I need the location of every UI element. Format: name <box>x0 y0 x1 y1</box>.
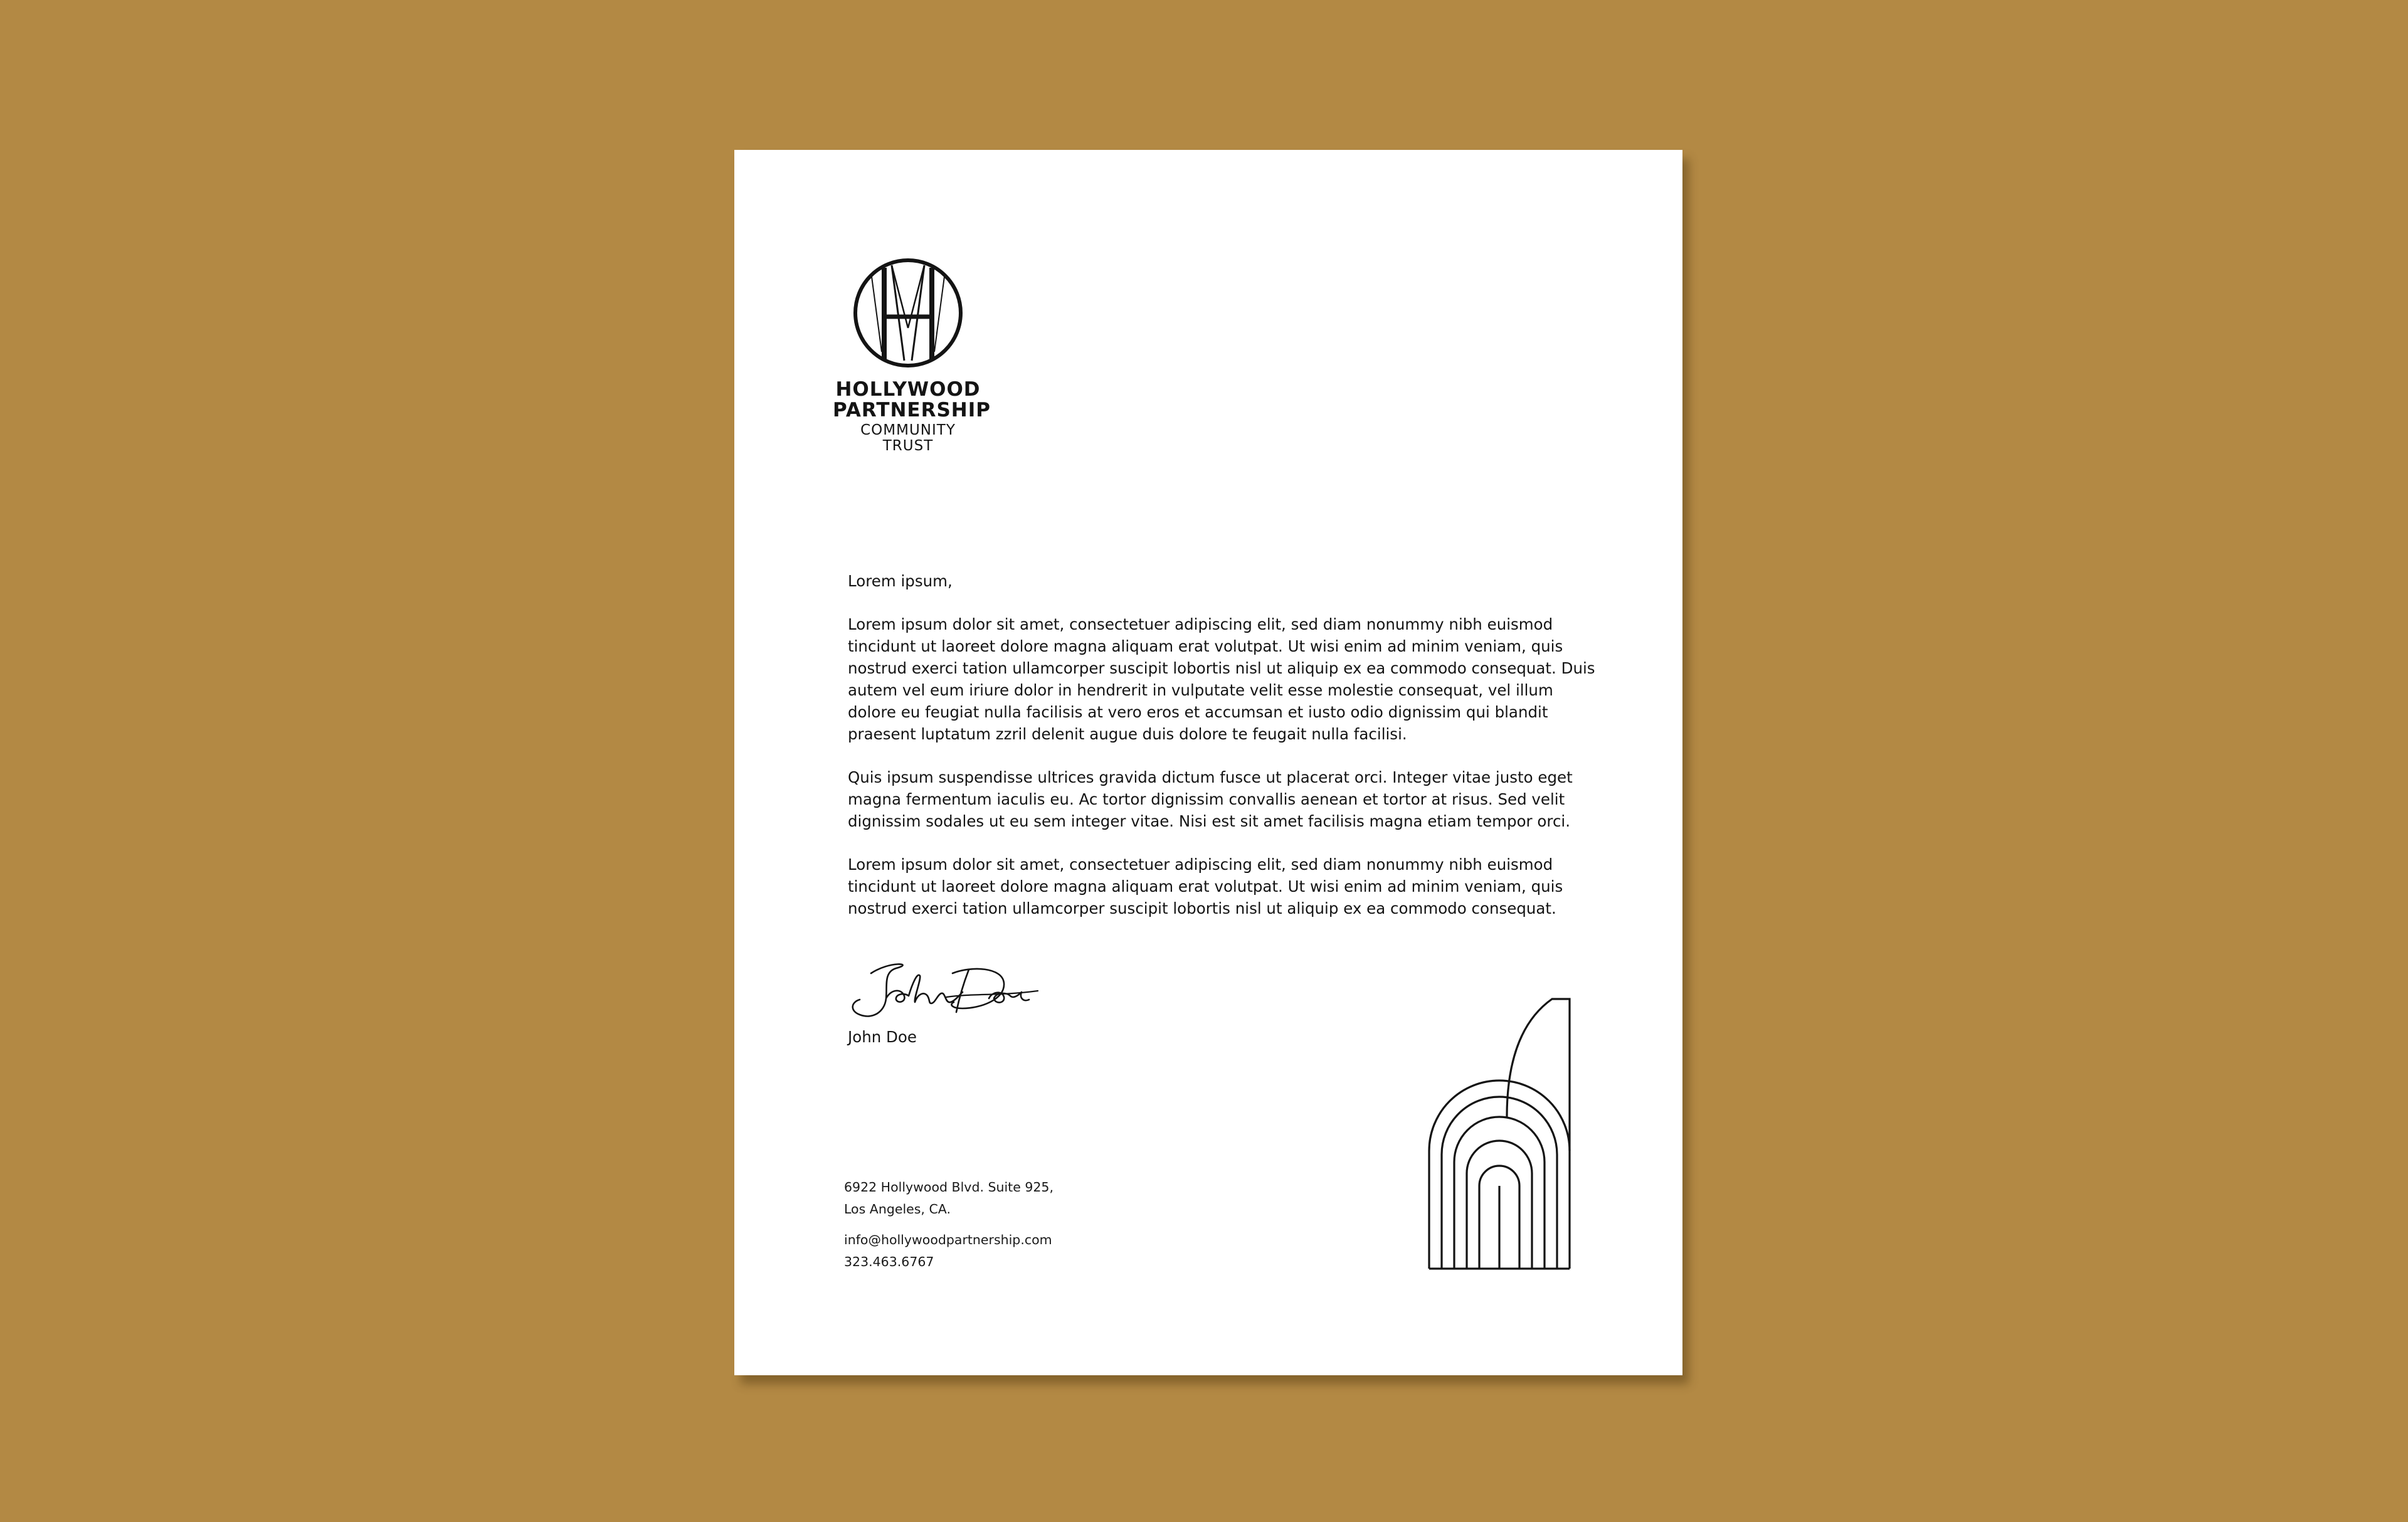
letter-greeting: Lorem ipsum, <box>848 572 953 590</box>
letter-paragraph-3: Lorem ipsum dolor sit amet, consectetuer adipiscing elit, sed diam nonummy nibh euismod tincidunt ut laoreet dolore magna aliquam erat volutpat. Ut wisi enim ad minim veniam, quis nostrud exerci tation ullamcorper suscipit lobortis nisl ut aliquip ex ea commodo consequat. <box>848 855 1563 917</box>
logo-wordmark <box>833 378 991 454</box>
address-line-1: 6922 Hollywood Blvd. Suite 925, <box>844 1180 1054 1195</box>
letter-paragraph-2: Quis ipsum suspendisse ultrices gravida dictum fusce ut placerat orci. Integer vitae justo eget magna fermentum iaculis eu. Ac tortor dignissim convallis aenean et tortor at risus. Sed velit dignissim sodales ut eu sem integer vitae. Nisi est sit amet facilisis magna etiam tempor orci. <box>848 768 1573 830</box>
email-address: info@hollywoodpartnership.com <box>844 1232 1052 1247</box>
handwritten-signature <box>846 954 1045 1027</box>
logo-line-3: COMMUNITY TRUST <box>860 421 956 454</box>
organization-logo <box>833 258 991 454</box>
signer-name: John Doe <box>848 1028 917 1046</box>
letter-paragraph-1: Lorem ipsum dolor sit amet, consectetuer adipiscing elit, sed diam nonummy nibh euismod tincidunt ut laoreet dolore magna aliquam erat volutpat. Ut wisi enim ad minim veniam, quis nostrud exerci tation ullamcorper suscipit lobortis nisl ut aliquip ex ea commodo consequat. Duis autem vel eum iriure dolor in hendrerit in vulputate velit esse molestie consequat, vel illum dolore eu feugiat nulla facilisis at vero eros et accumsan et iusto odio dignissim qui blandit praesent luptatum zzril delenit augue duis dolore te feugait nulla facilisi. <box>848 615 1595 743</box>
phone-number: 323.463.6767 <box>844 1254 934 1269</box>
letterhead-page <box>734 150 1682 1375</box>
hw-monogram-icon <box>853 258 963 368</box>
contact-block <box>844 1229 1054 1273</box>
logo-line-1: HOLLYWOOD <box>835 378 981 401</box>
address-line-2: Los Angeles, CA. <box>844 1202 951 1217</box>
letter-body <box>848 570 1600 941</box>
art-deco-arch-icon <box>1424 998 1575 1271</box>
logo-line-2: PARTNERSHIP <box>833 399 991 422</box>
contact-footer <box>844 1176 1054 1282</box>
address-block <box>844 1176 1054 1220</box>
